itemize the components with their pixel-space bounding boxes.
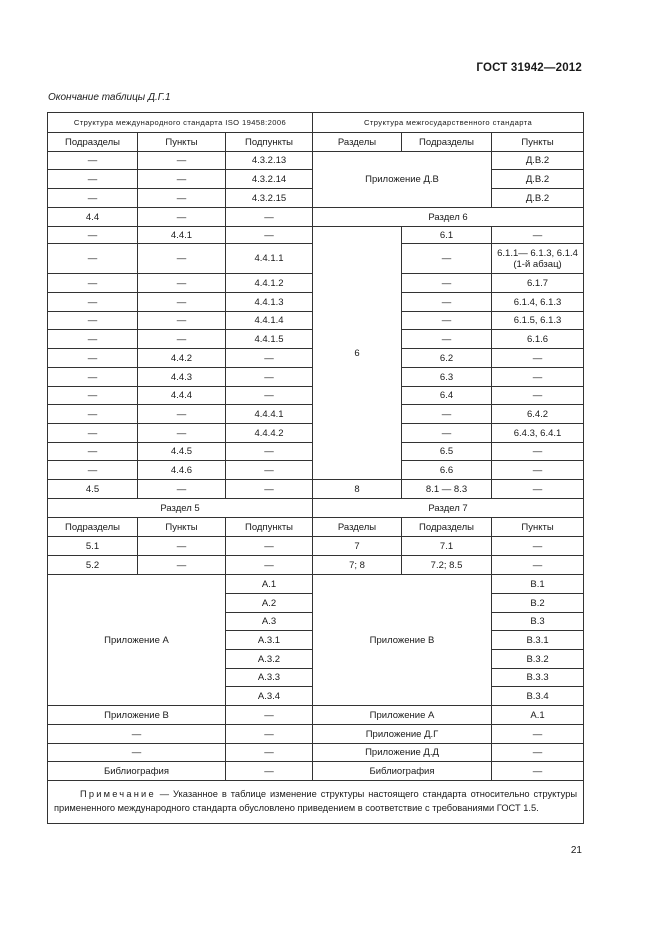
table-cell: 8 xyxy=(313,480,402,499)
table-cell: — xyxy=(138,537,226,556)
table-cell: Приложение Д.Г xyxy=(313,725,492,744)
table-cell: — xyxy=(226,480,313,499)
table-cell: — xyxy=(402,274,492,293)
table-cell: — xyxy=(226,387,313,405)
table-cell: 6.1.6 xyxy=(492,330,584,349)
table-cell: 6.1.5, 6.1.3 xyxy=(492,312,584,330)
table-cell: — xyxy=(226,227,313,244)
table-cell: — xyxy=(492,744,584,762)
table-cell: — xyxy=(48,368,138,387)
table-cell: 4.3.2.13 xyxy=(226,152,313,170)
table-cell: 6.4.3, 6.4.1 xyxy=(492,424,584,443)
column-header: Подразделы xyxy=(402,518,492,537)
table-cell: — xyxy=(402,312,492,330)
table-row xyxy=(48,744,584,762)
table-cell: — xyxy=(138,424,226,443)
table-cell: — xyxy=(226,556,313,575)
table-row xyxy=(48,762,584,781)
table-cell: — xyxy=(226,208,313,227)
table-cell: — xyxy=(48,312,138,330)
column-header: Подпункты xyxy=(226,133,313,152)
table-cell: — xyxy=(48,744,226,762)
table-row xyxy=(48,208,584,227)
table-row xyxy=(48,575,584,594)
table-cell: — xyxy=(138,330,226,349)
table-cell: 4.4.1.2 xyxy=(226,274,313,293)
table-cell: 4.4.3 xyxy=(138,368,226,387)
table-cell: В.2 xyxy=(492,594,584,613)
note-text: — Указанное в таблице изменение структуры настоящего стандарта относительно структуры примененного международного стандарта обусловлено приведением в соответствие с требованиями ГОСТ 1.5. xyxy=(54,789,578,813)
table-cell: — xyxy=(138,208,226,227)
table-cell: Раздел 7 xyxy=(313,499,584,518)
note-row xyxy=(48,781,584,824)
table-cell: — xyxy=(492,443,584,461)
table-cell: В.3.3 xyxy=(492,669,584,687)
table-cell: 6.1 xyxy=(402,227,492,244)
table-cell: 4.4.1.5 xyxy=(226,330,313,349)
document-code: ГОСТ 31942—2012 xyxy=(476,62,582,74)
table-cell: А.3.3 xyxy=(226,669,313,687)
table-cell: А.1 xyxy=(226,575,313,594)
table-row xyxy=(48,227,584,244)
table-cell: 4.4.6 xyxy=(138,461,226,480)
table-cell: 6.6 xyxy=(402,461,492,480)
table-cell: 7.1 xyxy=(402,537,492,556)
column-header: Подразделы xyxy=(48,518,138,537)
table-column-header-row xyxy=(48,133,584,152)
table-cell: — xyxy=(492,725,584,744)
table-cell: Приложение А xyxy=(48,575,226,706)
table-caption: Окончание таблицы Д.Г.1 xyxy=(48,92,171,103)
table-cell: Приложение Д.В xyxy=(313,152,492,208)
table-cell: — xyxy=(492,537,584,556)
table-cell: 4.4.4.1 xyxy=(226,405,313,424)
table-cell: 6.1.1— 6.1.3, 6.1.4 (1-й абзац) xyxy=(492,244,584,274)
table-cell: 6.2 xyxy=(402,349,492,368)
column-header: Разделы xyxy=(313,133,402,152)
table-cell: Библиография xyxy=(48,762,226,781)
table-cell: Библиография xyxy=(313,762,492,781)
table-cell: 4.4.1.1 xyxy=(226,244,313,274)
table-cell: — xyxy=(226,461,313,480)
table-cell: — xyxy=(138,405,226,424)
note-label: Примечание xyxy=(80,789,156,799)
table-cell: — xyxy=(138,556,226,575)
table-cell: В.3.1 xyxy=(492,631,584,650)
column-header: Пункты xyxy=(138,518,226,537)
table-cell: 4.4.1 xyxy=(138,227,226,244)
table-cell: А.1 xyxy=(492,706,584,725)
international-structure-header: Структура международного стандарта ISO 19458:2006 xyxy=(48,113,313,133)
table-cell: — xyxy=(492,556,584,575)
table-cell: — xyxy=(402,424,492,443)
table-cell: — xyxy=(492,227,584,244)
table-cell: 6.1.4, 6.1.3 xyxy=(492,293,584,312)
table-cell: В.3.2 xyxy=(492,650,584,669)
table-row xyxy=(48,725,584,744)
table-cell: — xyxy=(48,461,138,480)
table-row xyxy=(48,480,584,499)
table-cell: — xyxy=(138,244,226,274)
table-cell: — xyxy=(48,170,138,189)
table-cell: Д.В.2 xyxy=(492,152,584,170)
table-cell: 6 xyxy=(313,227,402,480)
table-cell: 5.1 xyxy=(48,537,138,556)
table-cell: — xyxy=(48,349,138,368)
table-cell: 4.4.2 xyxy=(138,349,226,368)
table-cell: — xyxy=(138,274,226,293)
table-cell: — xyxy=(48,424,138,443)
table-cell: — xyxy=(138,170,226,189)
table-cell: Приложение В xyxy=(48,706,226,725)
table-note xyxy=(48,781,584,824)
table-group-header-row xyxy=(48,113,584,133)
table-cell: — xyxy=(48,274,138,293)
table-row xyxy=(48,706,584,725)
table-cell: А.3 xyxy=(226,613,313,631)
table-row xyxy=(48,499,584,518)
table-cell: 4.4.4 xyxy=(138,387,226,405)
table-cell: 4.3.2.15 xyxy=(226,189,313,208)
table-cell: 4.5 xyxy=(48,480,138,499)
table-cell: 6.4 xyxy=(402,387,492,405)
table-cell: — xyxy=(226,725,313,744)
table-cell: — xyxy=(48,443,138,461)
table-cell: 7 xyxy=(313,537,402,556)
table-row xyxy=(48,537,584,556)
table-cell: — xyxy=(492,368,584,387)
column-header: Пункты xyxy=(138,133,226,152)
table-cell: 4.4.1.4 xyxy=(226,312,313,330)
interstate-structure-header: Структура межгосударственного стандарта xyxy=(313,113,584,133)
table-cell: А.2 xyxy=(226,594,313,613)
column-header: Подразделы xyxy=(48,133,138,152)
table-cell: — xyxy=(138,293,226,312)
table-cell: — xyxy=(492,387,584,405)
column-header: Разделы xyxy=(313,518,402,537)
table-cell: 4.3.2.14 xyxy=(226,170,313,189)
page-number: 21 xyxy=(570,845,582,856)
table-cell: — xyxy=(492,762,584,781)
table-cell: 6.3 xyxy=(402,368,492,387)
table-cell: Приложение А xyxy=(313,706,492,725)
table-cell: — xyxy=(48,244,138,274)
table-cell: А.3.4 xyxy=(226,687,313,706)
table-cell: — xyxy=(226,744,313,762)
table-cell: — xyxy=(48,227,138,244)
table-cell: — xyxy=(402,405,492,424)
table-cell: Д.В.2 xyxy=(492,170,584,189)
table-cell: — xyxy=(48,330,138,349)
table-cell: В.1 xyxy=(492,575,584,594)
table-cell: — xyxy=(48,725,226,744)
table-row xyxy=(48,556,584,575)
table-cell: — xyxy=(226,368,313,387)
table-cell: — xyxy=(492,480,584,499)
table-cell: — xyxy=(48,152,138,170)
column-header: Подпункты xyxy=(226,518,313,537)
table-cell: — xyxy=(402,244,492,274)
table-cell: 6.1.7 xyxy=(492,274,584,293)
table-cell: В.3 xyxy=(492,613,584,631)
table-cell: — xyxy=(48,293,138,312)
table-cell: — xyxy=(48,387,138,405)
table-cell: 4.4 xyxy=(48,208,138,227)
table-cell: — xyxy=(402,330,492,349)
table-cell: — xyxy=(48,405,138,424)
table-cell: — xyxy=(138,312,226,330)
table-cell: Д.В.2 xyxy=(492,189,584,208)
table-cell: — xyxy=(226,443,313,461)
table-cell: — xyxy=(226,537,313,556)
table-cell: Приложение В xyxy=(313,575,492,706)
table-cell: — xyxy=(492,349,584,368)
table-cell: 4.4.5 xyxy=(138,443,226,461)
table-cell: 4.4.1.3 xyxy=(226,293,313,312)
table-cell: Раздел 6 xyxy=(313,208,584,227)
table-cell: 6.5 xyxy=(402,443,492,461)
table-cell: — xyxy=(226,706,313,725)
table-cell: 7; 8 xyxy=(313,556,402,575)
column-header: Пункты xyxy=(492,518,584,537)
table-cell: — xyxy=(138,189,226,208)
table-column-header-row xyxy=(48,518,584,537)
table-cell: Приложение Д.Д xyxy=(313,744,492,762)
table-cell: — xyxy=(48,189,138,208)
column-header: Подразделы xyxy=(402,133,492,152)
table-row xyxy=(48,152,584,170)
table-cell: — xyxy=(138,152,226,170)
table-cell: А.3.2 xyxy=(226,650,313,669)
table-cell: Раздел 5 xyxy=(48,499,313,518)
column-header: Пункты xyxy=(492,133,584,152)
table-cell: 5.2 xyxy=(48,556,138,575)
correspondence-table xyxy=(47,112,584,824)
table-cell: — xyxy=(138,480,226,499)
table-cell: 8.1 — 8.3 xyxy=(402,480,492,499)
table-cell: В.3.4 xyxy=(492,687,584,706)
table-cell: 7.2; 8.5 xyxy=(402,556,492,575)
table-cell: 4.4.4.2 xyxy=(226,424,313,443)
table-cell: 6.4.2 xyxy=(492,405,584,424)
table-cell: — xyxy=(492,461,584,480)
table-cell: — xyxy=(226,349,313,368)
table-cell: А.3.1 xyxy=(226,631,313,650)
table-cell: — xyxy=(226,762,313,781)
table-cell: — xyxy=(402,293,492,312)
